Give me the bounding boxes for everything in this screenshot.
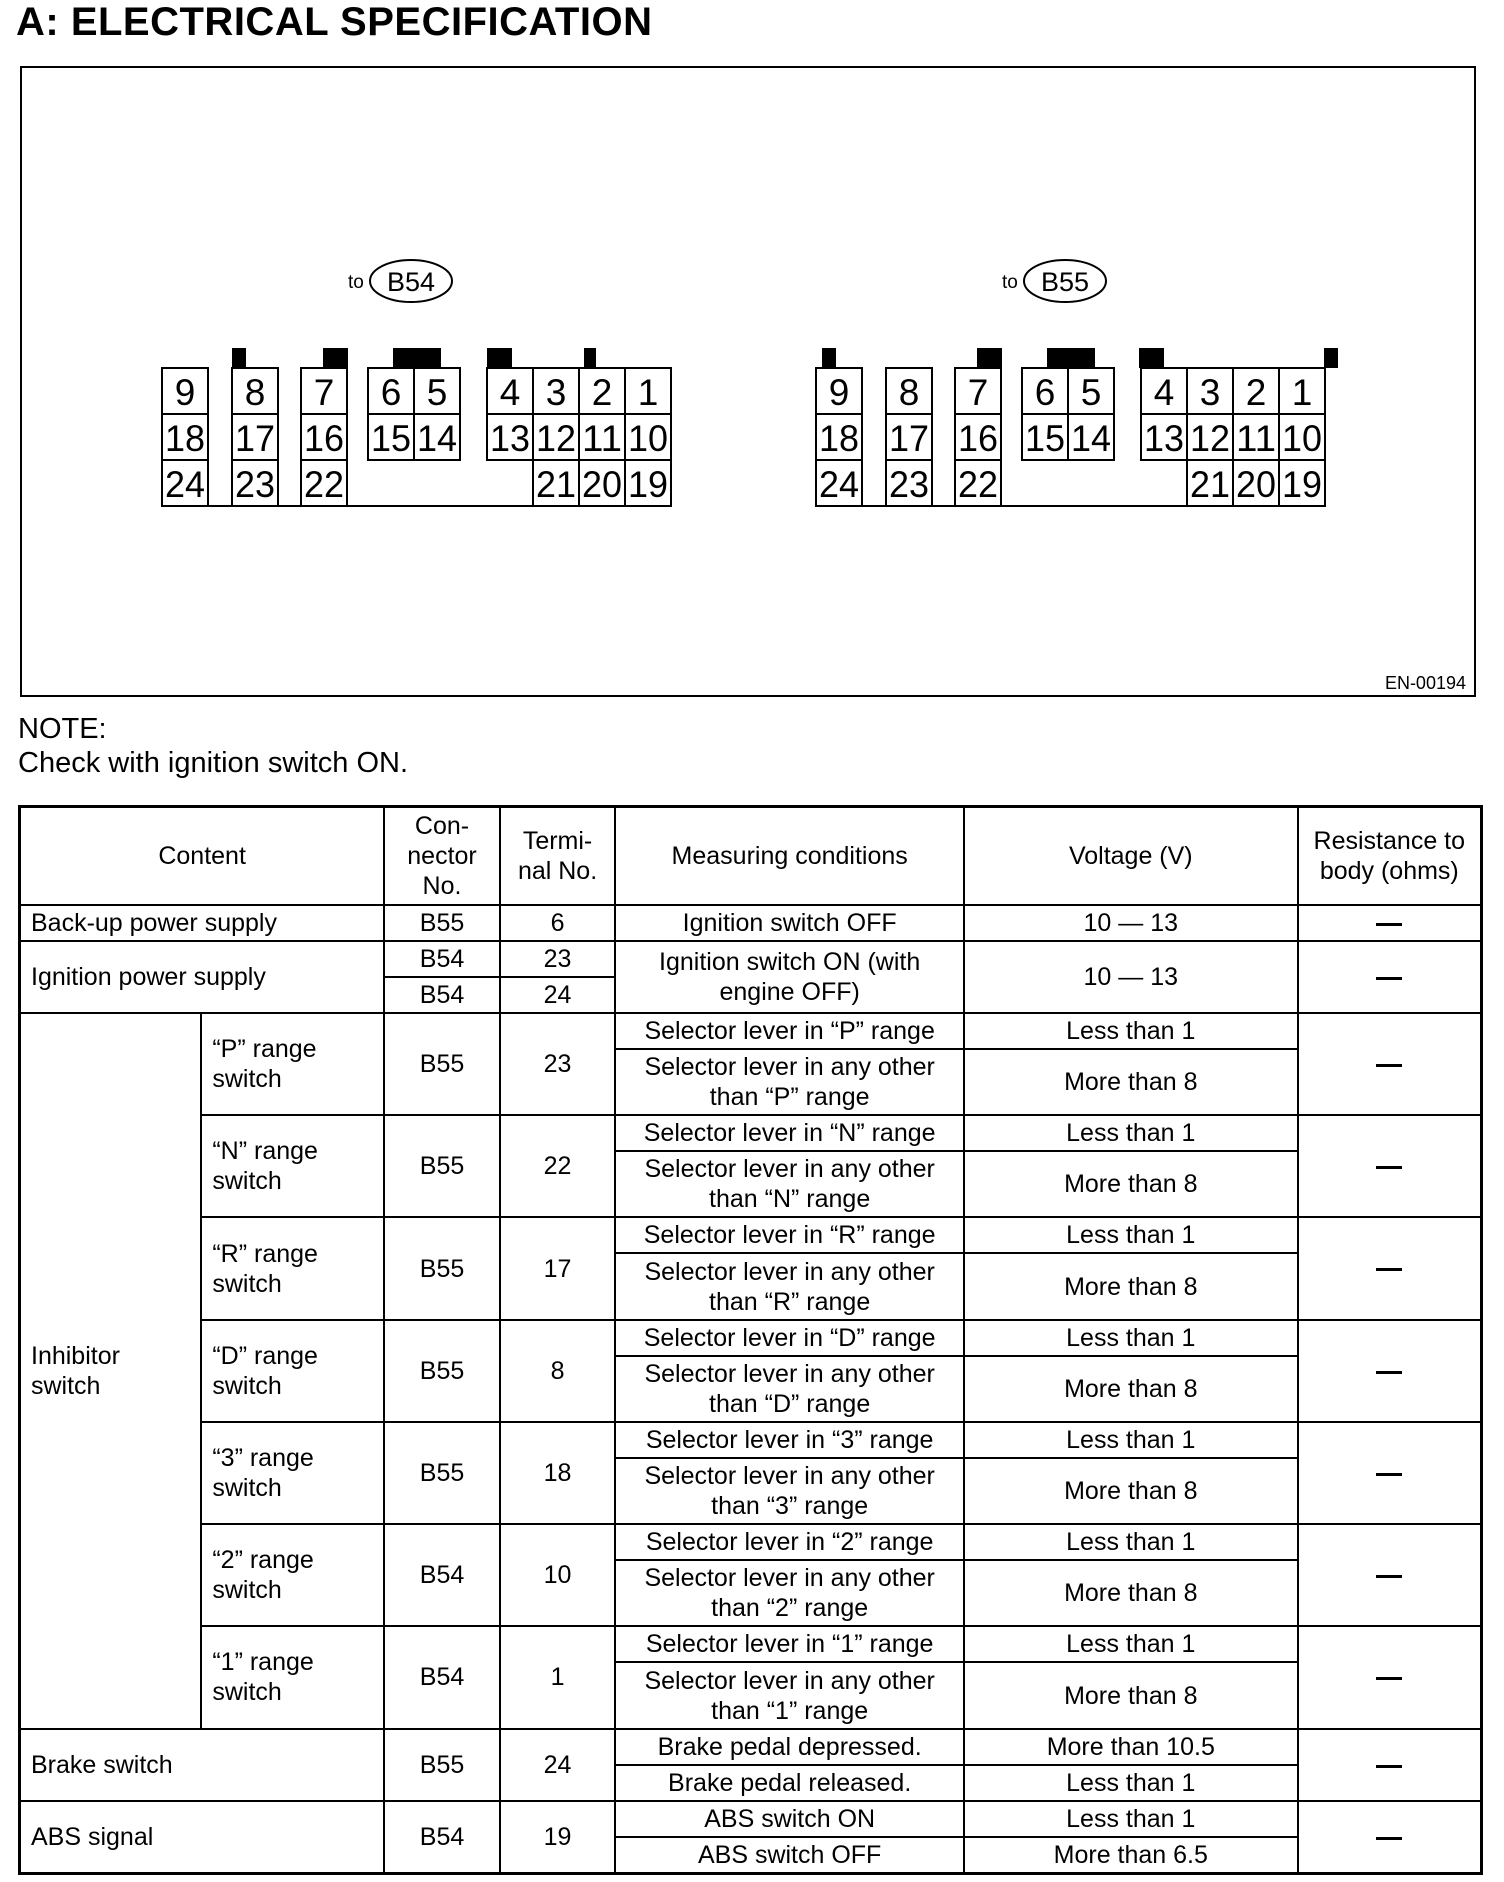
pin-number: 5: [1080, 372, 1102, 413]
pin-number: 15: [1025, 418, 1065, 459]
table-row: Selector lever in any other than “2” range More than 8: [20, 1560, 1482, 1626]
range-name: “D” range switch: [201, 1320, 384, 1422]
pin-number: 3: [1199, 372, 1221, 413]
range-name: “1” range switch: [201, 1626, 384, 1728]
table-row: Selector lever in any other than “3” range More than 8: [20, 1458, 1482, 1524]
table-header: [20, 807, 1482, 905]
pin-number: 17: [235, 418, 275, 459]
table-row: Selector lever in any other than “1” range More than 8: [20, 1662, 1482, 1728]
pin-number: 15: [371, 418, 411, 459]
pin-number: 16: [958, 418, 998, 459]
dash-icon: [1376, 1166, 1402, 1169]
pin-number: 20: [1236, 464, 1276, 505]
pin-number: 9: [174, 372, 196, 413]
pin-number: 1: [1291, 372, 1313, 413]
note-text: Check with ignition switch ON.: [18, 747, 409, 779]
dash-icon: [1376, 1575, 1402, 1578]
table-row: “3” range switch B55 18 Selector lever in “3” range Less than 1: [20, 1422, 1482, 1458]
dash-icon: [1376, 1371, 1402, 1374]
pin-number: 22: [304, 464, 344, 505]
dash-icon: [1376, 1268, 1402, 1271]
table-row: “2” range switch B54 10 Selector lever in “2” range Less than 1: [20, 1524, 1482, 1560]
range-name: “R” range switch: [201, 1217, 384, 1319]
pin-number: 20: [582, 464, 622, 505]
pin-number: 5: [426, 372, 448, 413]
connector-label: B55: [1040, 267, 1090, 297]
header-voltage: Voltage (V): [964, 807, 1298, 905]
table-row: “1” range switch B54 1 Selector lever in “1” range Less than 1: [20, 1626, 1482, 1662]
dash-icon: [1376, 1765, 1402, 1768]
pin-number: 23: [235, 464, 275, 505]
table-row: “D” range switch B55 8 Selector lever in “D” range Less than 1: [20, 1320, 1482, 1356]
pin-number: 16: [304, 418, 344, 459]
header-conditions: Measuring conditions: [615, 807, 964, 905]
pin-number: 7: [967, 372, 989, 413]
table-row: Selector lever in any other than “R” range More than 8: [20, 1253, 1482, 1319]
pin-grid-b54: [162, 368, 671, 506]
pin-number: 4: [1153, 372, 1175, 413]
pin-grid-b55: [816, 368, 1325, 506]
dash-icon: [1376, 1837, 1402, 1840]
dash-icon: [1376, 977, 1402, 980]
pin-number: 13: [490, 418, 530, 459]
to-label: to: [1002, 272, 1018, 293]
table-row: Back-up power supply B55 6 Ignition switch OFF 10 — 13: [20, 905, 1482, 941]
pin-number: 8: [898, 372, 920, 413]
connector-drawing: [22, 68, 1478, 699]
pin-number: 2: [1245, 372, 1267, 413]
table-row: Selector lever in any other than “N” range More than 8: [20, 1151, 1482, 1217]
note: [18, 712, 408, 780]
connector-label: B54: [386, 267, 436, 297]
figure-id: EN-00194: [1384, 673, 1466, 693]
pin-number: 9: [828, 372, 850, 413]
note-title: NOTE:: [18, 713, 107, 745]
dash-icon: [1376, 1064, 1402, 1067]
pin-number: 23: [889, 464, 929, 505]
pin-number: 6: [1034, 372, 1056, 413]
dash-icon: [1376, 1677, 1402, 1680]
inhibitor-label: Inhibitor switch: [20, 1013, 202, 1729]
table-row: Brake pedal released. Less than 1: [20, 1765, 1482, 1801]
table-row: ABS signal B54 19 ABS switch ON Less than 1: [20, 1801, 1482, 1837]
table-row: Brake switch B55 24 Brake pedal depressed. More than 10.5: [20, 1729, 1482, 1765]
range-name: “P” range switch: [201, 1013, 384, 1115]
header-resistance: Resistance to body (ohms): [1298, 807, 1482, 905]
pin-number: 11: [1236, 418, 1276, 459]
spec-table: [18, 805, 1483, 1875]
table-row: Selector lever in any other than “P” range More than 8: [20, 1049, 1482, 1115]
table-row: B54 24: [20, 977, 1482, 1013]
table-row: Ignition power supply B54 23 Ignition switch ON (with engine OFF) 10 — 13: [20, 941, 1482, 977]
pin-number: 2: [591, 372, 613, 413]
connector-b55: [816, 260, 1338, 506]
table-row: “N” range switch B55 22 Selector lever in “N” range Less than 1: [20, 1115, 1482, 1151]
header-terminal: Termi- nal No.: [500, 807, 616, 905]
pin-number: 17: [889, 418, 929, 459]
pin-number: 7: [313, 372, 335, 413]
pin-number: 10: [628, 418, 668, 459]
pin-number: 19: [628, 464, 668, 505]
dash-icon: [1376, 923, 1402, 926]
pin-number: 3: [545, 372, 567, 413]
table-row: “R” range switch B55 17 Selector lever in “R” range Less than 1: [20, 1217, 1482, 1253]
pin-number: 19: [1282, 464, 1322, 505]
header-connector: Con- nector No.: [384, 807, 500, 905]
header-content: Content: [20, 807, 385, 905]
range-name: “N” range switch: [201, 1115, 384, 1217]
pin-number: 21: [1190, 464, 1230, 505]
pin-number: 13: [1144, 418, 1184, 459]
pin-number: 6: [380, 372, 402, 413]
pin-number: 24: [165, 464, 205, 505]
connector-diagram: [20, 66, 1476, 697]
to-label: to: [348, 272, 364, 293]
pin-number: 18: [819, 418, 859, 459]
pin-number: 10: [1282, 418, 1322, 459]
pin-number: 24: [819, 464, 859, 505]
pin-number: 22: [958, 464, 998, 505]
pin-number: 1: [637, 372, 659, 413]
page-title: A: ELECTRICAL SPECIFICATION: [16, 0, 653, 44]
pin-number: 4: [499, 372, 521, 413]
range-name: “2” range switch: [201, 1524, 384, 1626]
table-row: ABS switch OFF More than 6.5: [20, 1837, 1482, 1874]
pin-number: 21: [536, 464, 576, 505]
pin-number: 14: [1071, 418, 1111, 459]
pin-number: 8: [244, 372, 266, 413]
table-row: Inhibitor switch “P” range switch B55 23 Selector lever in “P” range Less than 1: [20, 1013, 1482, 1049]
pin-number: 12: [1190, 418, 1230, 459]
connector-b54: [162, 260, 671, 506]
dash-icon: [1376, 1473, 1402, 1476]
pin-number: 14: [417, 418, 457, 459]
pin-number: 12: [536, 418, 576, 459]
pin-number: 18: [165, 418, 205, 459]
pin-number: 11: [582, 418, 622, 459]
range-name: “3” range switch: [201, 1422, 384, 1524]
table-row: Selector lever in any other than “D” range More than 8: [20, 1356, 1482, 1422]
